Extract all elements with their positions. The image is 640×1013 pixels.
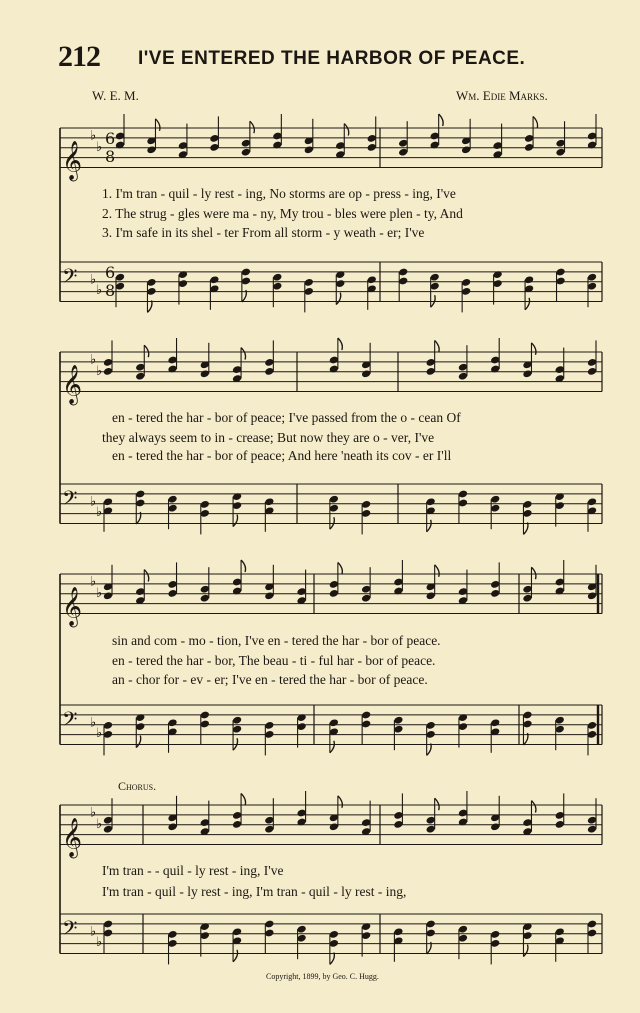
note-flag bbox=[435, 798, 440, 810]
note-flag bbox=[427, 743, 432, 755]
note-flag bbox=[330, 952, 335, 964]
note-flag bbox=[144, 345, 149, 357]
note-flag bbox=[338, 796, 343, 808]
bass-clef: 𝄢 bbox=[62, 707, 78, 736]
note-flag bbox=[439, 114, 444, 126]
note-flag bbox=[435, 565, 440, 577]
composer: Wm. Edie Marks. bbox=[456, 88, 548, 103]
note-flag bbox=[155, 119, 160, 131]
note-flag bbox=[531, 343, 536, 355]
time-signature-6: 6 bbox=[105, 129, 116, 148]
note-flag bbox=[330, 741, 335, 753]
copyright: Copyright, 1899, by Geo. C. Hugg. bbox=[266, 972, 379, 981]
treble-clef: 𝄞 bbox=[62, 364, 83, 405]
lyric-line-3-1: sin and com - mo - tion, I've en - tered the har - bor of peace. bbox=[112, 633, 441, 648]
flat-sign: ♭ bbox=[96, 363, 103, 379]
flat-sign: ♭ bbox=[90, 128, 97, 144]
flat-sign: ♭ bbox=[90, 272, 97, 288]
flat-sign: ♭ bbox=[90, 494, 97, 510]
note-flag bbox=[233, 515, 238, 527]
lyric-line-1-1: 1. I'm tran - quil - ly rest - ing, No storms are op - press - ing, I've bbox=[102, 186, 456, 201]
note-flag bbox=[523, 945, 528, 957]
lyric-line-1-3: 3. I'm safe in its shel - ter From all storm - y weath - er; I've bbox=[102, 225, 425, 240]
flat-sign: ♭ bbox=[96, 726, 103, 742]
note-flag bbox=[233, 950, 238, 962]
note-flag bbox=[136, 736, 141, 748]
note-flag bbox=[144, 570, 149, 582]
lyricist: W. E. M. bbox=[92, 88, 139, 103]
treble-clef: 𝄞 bbox=[62, 817, 83, 858]
lyric-line-2-1: en - tered the har - bor of peace; I've passed from the o - cean Of bbox=[112, 410, 461, 425]
lyric-line-3-2: en - tered the har - bor, The beau - ti - ful har - bor of peace. bbox=[112, 653, 436, 668]
lyric-line-4-2: I'm tran - quil - ly rest - ing, I'm tran - quil - ly rest - ing, bbox=[102, 884, 407, 899]
lyric-line-2-2: they always seem to in - crease; But now they are o - ver, I've bbox=[102, 430, 435, 445]
note-flag bbox=[533, 116, 538, 128]
flat-sign: ♭ bbox=[90, 352, 97, 368]
note-flag bbox=[435, 340, 440, 352]
lyric-line-1-2: 2. The strug - gles were ma - ny, My trou - bles were plen - ty, And bbox=[102, 206, 463, 221]
note-flag bbox=[250, 121, 255, 133]
note-flag bbox=[531, 567, 536, 579]
note-flag bbox=[241, 793, 246, 805]
note-flag bbox=[338, 562, 343, 574]
time-signature-8: 8 bbox=[105, 147, 116, 166]
bass-clef: 𝄢 bbox=[62, 264, 78, 293]
note-flag bbox=[336, 293, 341, 305]
flat-sign: ♭ bbox=[90, 805, 97, 821]
flat-sign: ♭ bbox=[96, 283, 103, 299]
hymn-title: I'VE ENTERED THE HARBOR OF PEACE. bbox=[138, 48, 526, 69]
note-flag bbox=[344, 124, 349, 136]
bass-clef: 𝄢 bbox=[62, 486, 78, 515]
flat-sign: ♭ bbox=[96, 585, 103, 601]
note-flag bbox=[525, 298, 530, 310]
flat-sign: ♭ bbox=[90, 924, 97, 940]
flat-sign: ♭ bbox=[96, 139, 103, 155]
chorus-label: Chorus. bbox=[118, 779, 157, 793]
note-flag bbox=[147, 300, 152, 312]
treble-clef: 𝄞 bbox=[62, 140, 83, 181]
note-flag bbox=[427, 520, 432, 532]
flat-sign: ♭ bbox=[90, 715, 97, 731]
lyric-line-3-3: an - chor for - ev - er; I've en - tered the har - bor of peace. bbox=[112, 672, 428, 687]
note-flag bbox=[241, 560, 246, 572]
flat-sign: ♭ bbox=[96, 816, 103, 832]
time-signature-6: 6 bbox=[105, 263, 116, 282]
time-signature-8: 8 bbox=[105, 281, 116, 300]
note-flag bbox=[338, 338, 343, 350]
note-flag bbox=[523, 522, 528, 534]
flat-sign: ♭ bbox=[96, 505, 103, 521]
bass-clef: 𝄢 bbox=[62, 916, 78, 945]
note-flag bbox=[241, 348, 246, 360]
lyric-line-2-3: en - tered the har - bor of peace; And here 'neath its cov - er I'll bbox=[112, 448, 452, 463]
lyric-line-4-1: I'm tran - - quil - ly rest - ing, I've bbox=[102, 863, 284, 878]
flat-sign: ♭ bbox=[90, 574, 97, 590]
note-flag bbox=[531, 801, 536, 813]
hymn-number: 212 bbox=[58, 40, 100, 73]
flat-sign: ♭ bbox=[96, 935, 103, 951]
treble-clef: 𝄞 bbox=[62, 586, 83, 627]
